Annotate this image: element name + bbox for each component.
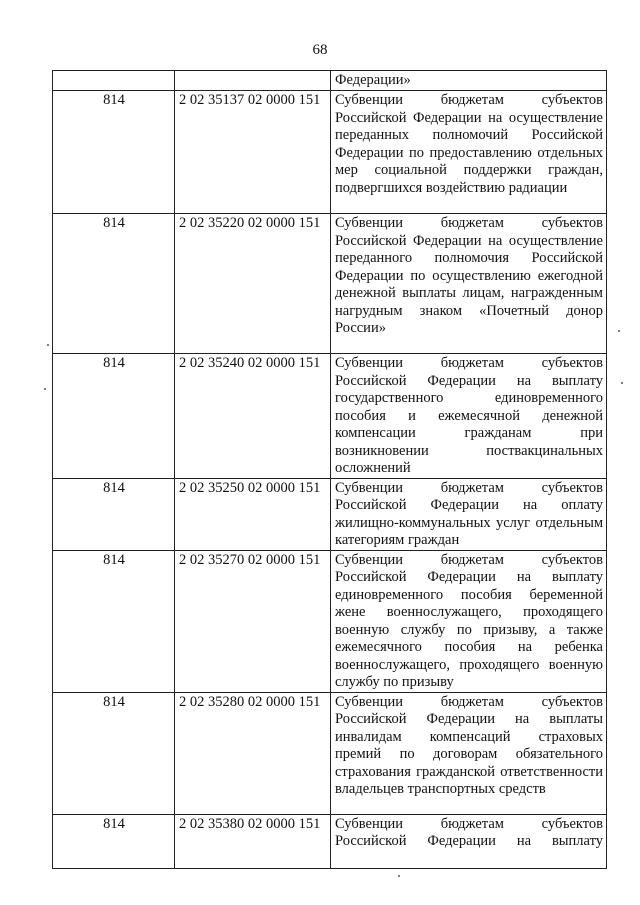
page-number: 68 — [312, 42, 328, 58]
table-row — [53, 71, 607, 91]
description-cell: Субвенции бюджетам субъектов Российской Федерации на выплату государственного единовременного пособия и ежемесячной денежной компенсации гражданам при возникновении поствакцинальных осложнений — [331, 354, 607, 479]
scan-speck — [44, 388, 46, 390]
budget-code-cell: 2 02 35280 02 0000 151 — [175, 692, 331, 814]
admin-code-cell: 814 — [53, 550, 175, 692]
admin-code-cell: 814 — [53, 478, 175, 550]
budget-code-cell: 2 02 35250 02 0000 151 — [175, 478, 331, 550]
description-cell: Федерации» — [331, 71, 607, 91]
budget-code-cell: 2 02 35220 02 0000 151 — [175, 214, 331, 354]
table-row — [53, 354, 607, 479]
budget-classification-table — [52, 70, 607, 869]
table-row — [53, 814, 607, 868]
description-cell: Субвенции бюджетам субъектов Российской Федерации на выплату единовременного пособия беременной жене военнослужащего, проходящего военную службу по призыву, а также ежемесячного пособия на ребенка военнослужащего, проходящего военную службу по призыву — [331, 550, 607, 692]
admin-code-cell: 814 — [53, 692, 175, 814]
description-cell: Субвенции бюджетам субъектов Российской Федерации на выплаты инвалидам компенсаций страховых премий по договорам обязательного страхования гражданской ответственности владельцев транспортных средств — [331, 692, 607, 814]
table-row — [53, 550, 607, 692]
admin-code-cell — [53, 71, 175, 91]
budget-code-cell: 2 02 35240 02 0000 151 — [175, 354, 331, 479]
budget-code-cell: 2 02 35270 02 0000 151 — [175, 550, 331, 692]
description-cell: Субвенции бюджетам субъектов Российской Федерации на осуществление переданных полномочий Российской Федерации по предоставлению отдельных мер социальной поддержки граждан, подвергшихся воздействию радиации — [331, 91, 607, 214]
table-row — [53, 214, 607, 354]
description-cell: Субвенции бюджетам субъектов Российской Федерации на осуществление переданного полномочия Российской Федерации по осуществлению ежегодной денежной выплаты лицам, награжденным нагрудным знаком «Почетный донор России» — [331, 214, 607, 354]
table-row — [53, 478, 607, 550]
scan-speck — [398, 875, 400, 877]
table-row — [53, 692, 607, 814]
admin-code-cell: 814 — [53, 814, 175, 868]
scan-speck — [618, 330, 620, 332]
admin-code-cell: 814 — [53, 354, 175, 479]
budget-code-cell — [175, 71, 331, 91]
description-cell: Субвенции бюджетам субъектов Российской Федерации на выплату — [331, 814, 607, 868]
admin-code-cell: 814 — [53, 214, 175, 354]
scan-speck — [621, 382, 623, 384]
budget-code-cell: 2 02 35137 02 0000 151 — [175, 91, 331, 214]
admin-code-cell: 814 — [53, 91, 175, 214]
scan-speck — [47, 344, 49, 346]
description-cell: Субвенции бюджетам субъектов Российской Федерации на оплату жилищно-коммунальных услуг отдельным категориям граждан — [331, 478, 607, 550]
table-row — [53, 91, 607, 214]
budget-code-cell: 2 02 35380 02 0000 151 — [175, 814, 331, 868]
